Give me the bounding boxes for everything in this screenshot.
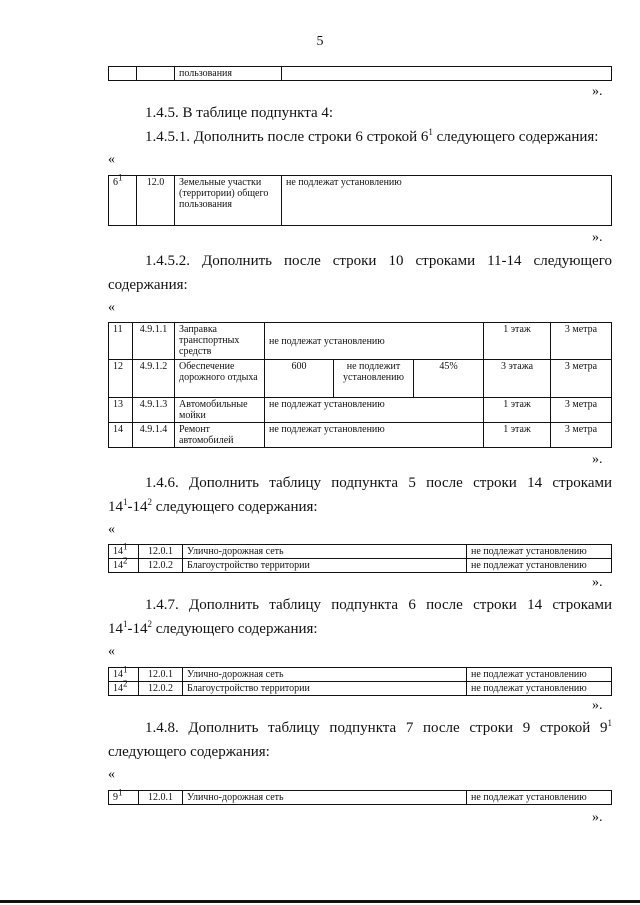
value-cell: не подлежат установлению [265, 398, 484, 423]
continuation-table [108, 66, 612, 81]
height-cell: 3 метра [551, 323, 612, 360]
code-cell: 12.0.1 [139, 668, 183, 682]
name-cell: Улично-дорожная сеть [183, 668, 467, 682]
floors-cell: 1 этаж [484, 398, 551, 423]
name-cell: Улично-дорожная сеть [183, 791, 467, 805]
name-cell: Ремонт автомобилей [175, 423, 265, 448]
code-cell: 4.9.1.4 [133, 423, 175, 448]
table-row [109, 398, 612, 423]
row-number: $9^1$ [109, 791, 139, 805]
paragraph-1-4-7: 1.4.7. Дополнить таблицу подпункта 6 после строки 14 строками [145, 597, 612, 613]
closing-quote: ». [592, 452, 603, 467]
min-area-cell: 600 [265, 360, 334, 398]
closing-quote: ». [592, 230, 603, 245]
paragraph-1-4-8-cont: следующего содержания: [108, 744, 270, 760]
table-row [109, 423, 612, 448]
name-cell: Заправка транспортных средств [175, 323, 265, 360]
row-number: $14^2$ [109, 559, 139, 573]
name-cell: Земельные участки (территории) общего пользования [175, 176, 282, 226]
row-number: $14^2$ [109, 682, 139, 696]
floors-cell: 1 этаж [484, 323, 551, 360]
code-cell: 4.9.1.2 [133, 360, 175, 398]
row-number: $14^1$ [109, 545, 139, 559]
row-number: 13 [109, 398, 133, 423]
value-cell: не подлежат установлению [467, 545, 612, 559]
code-cell: 12.0.1 [139, 545, 183, 559]
value-cell: не подлежат установлению [467, 791, 612, 805]
paragraph-1-4-5-2: 1.4.5.2. Дополнить после строки 10 строками 11-14 следующего [145, 253, 612, 269]
opening-quote: « [108, 644, 115, 659]
paragraph-1-4-6-cont: $14^1-14^2$ следующего содержания: [108, 497, 318, 515]
code-cell: 12.0.2 [139, 559, 183, 573]
table-row [109, 323, 612, 360]
table-cell [137, 67, 175, 81]
code-cell: 12.0 [137, 176, 175, 226]
table-cell: пользования [175, 67, 282, 81]
row-number: 11 [109, 323, 133, 360]
page-number: 5 [316, 34, 324, 49]
paragraph-1-4-5-1: 1.4.5.1. Дополнить после строки 6 строкой $6^1$ следующего содержания: [145, 127, 599, 145]
table-rows-14-1-14-2-b [108, 664, 612, 696]
height-cell: 3 метра [551, 398, 612, 423]
table-row [109, 559, 612, 573]
paragraph-1-4-6: 1.4.6. Дополнить таблицу подпункта 5 после строки 14 строками [145, 475, 612, 491]
table-row [109, 176, 612, 226]
paragraph-1-4-8: 1.4.8. Дополнить таблицу подпункта 7 после строки 9 строкой $9^1$ [145, 718, 612, 736]
code-cell: 4.9.1.3 [133, 398, 175, 423]
row-number: $14^1$ [109, 668, 139, 682]
table-rows-11-14 [108, 322, 612, 448]
table-row [109, 791, 612, 805]
opening-quote: « [108, 152, 115, 167]
table-row [109, 360, 612, 398]
table-row [109, 545, 612, 559]
value-cell: не подлежат установлению [282, 176, 612, 226]
floors-cell: 1 этаж [484, 423, 551, 448]
floors-cell: 3 этажа [484, 360, 551, 398]
name-cell: Благоустройство территории [183, 682, 467, 696]
closing-quote: ». [592, 575, 603, 590]
value-cell: не подлежат установлению [467, 682, 612, 696]
row-number: 12 [109, 360, 133, 398]
table-row [109, 668, 612, 682]
table-cell [109, 67, 137, 81]
name-cell: Обеспечение дорожного отдыха [175, 360, 265, 398]
table-row-6-1 [108, 172, 612, 226]
name-cell: Благоустройство территории [183, 559, 467, 573]
page-bottom-line [0, 900, 640, 903]
table-cell [282, 67, 612, 81]
code-cell: 4.9.1.1 [133, 323, 175, 360]
paragraph-1-4-5-2-cont: содержания: [108, 277, 188, 293]
value-cell: не подлежат установлению [265, 323, 484, 360]
name-cell: Улично-дорожная сеть [183, 545, 467, 559]
height-cell: 3 метра [551, 423, 612, 448]
table-row [109, 682, 612, 696]
name-cell: Автомобильные мойки [175, 398, 265, 423]
opening-quote: « [108, 767, 115, 782]
opening-quote: « [108, 300, 115, 315]
closing-quote: ». [592, 698, 603, 713]
paragraph-1-4-5: 1.4.5. В таблице подпункта 4: [145, 105, 334, 121]
opening-quote: « [108, 522, 115, 537]
code-cell: 12.0.1 [139, 791, 183, 805]
value-cell: не подлежат установлению [467, 559, 612, 573]
code-cell: 12.0.2 [139, 682, 183, 696]
closing-quote: ». [592, 810, 603, 825]
paragraph-1-4-7-cont: $14^1-14^2$ следующего содержания: [108, 619, 318, 637]
closing-quote: ». [592, 84, 603, 99]
table-row [109, 67, 612, 81]
value-cell: не подлежат установлению [467, 668, 612, 682]
row-number: $6^1$ [109, 176, 137, 226]
percent-cell: 45% [414, 360, 484, 398]
height-cell: 3 метра [551, 360, 612, 398]
table-row-9-1 [108, 787, 612, 805]
max-area-cell: не подлежит установлению [334, 360, 414, 398]
value-cell: не подлежат установлению [265, 423, 484, 448]
table-rows-14-1-14-2-a [108, 541, 612, 573]
row-number: 14 [109, 423, 133, 448]
